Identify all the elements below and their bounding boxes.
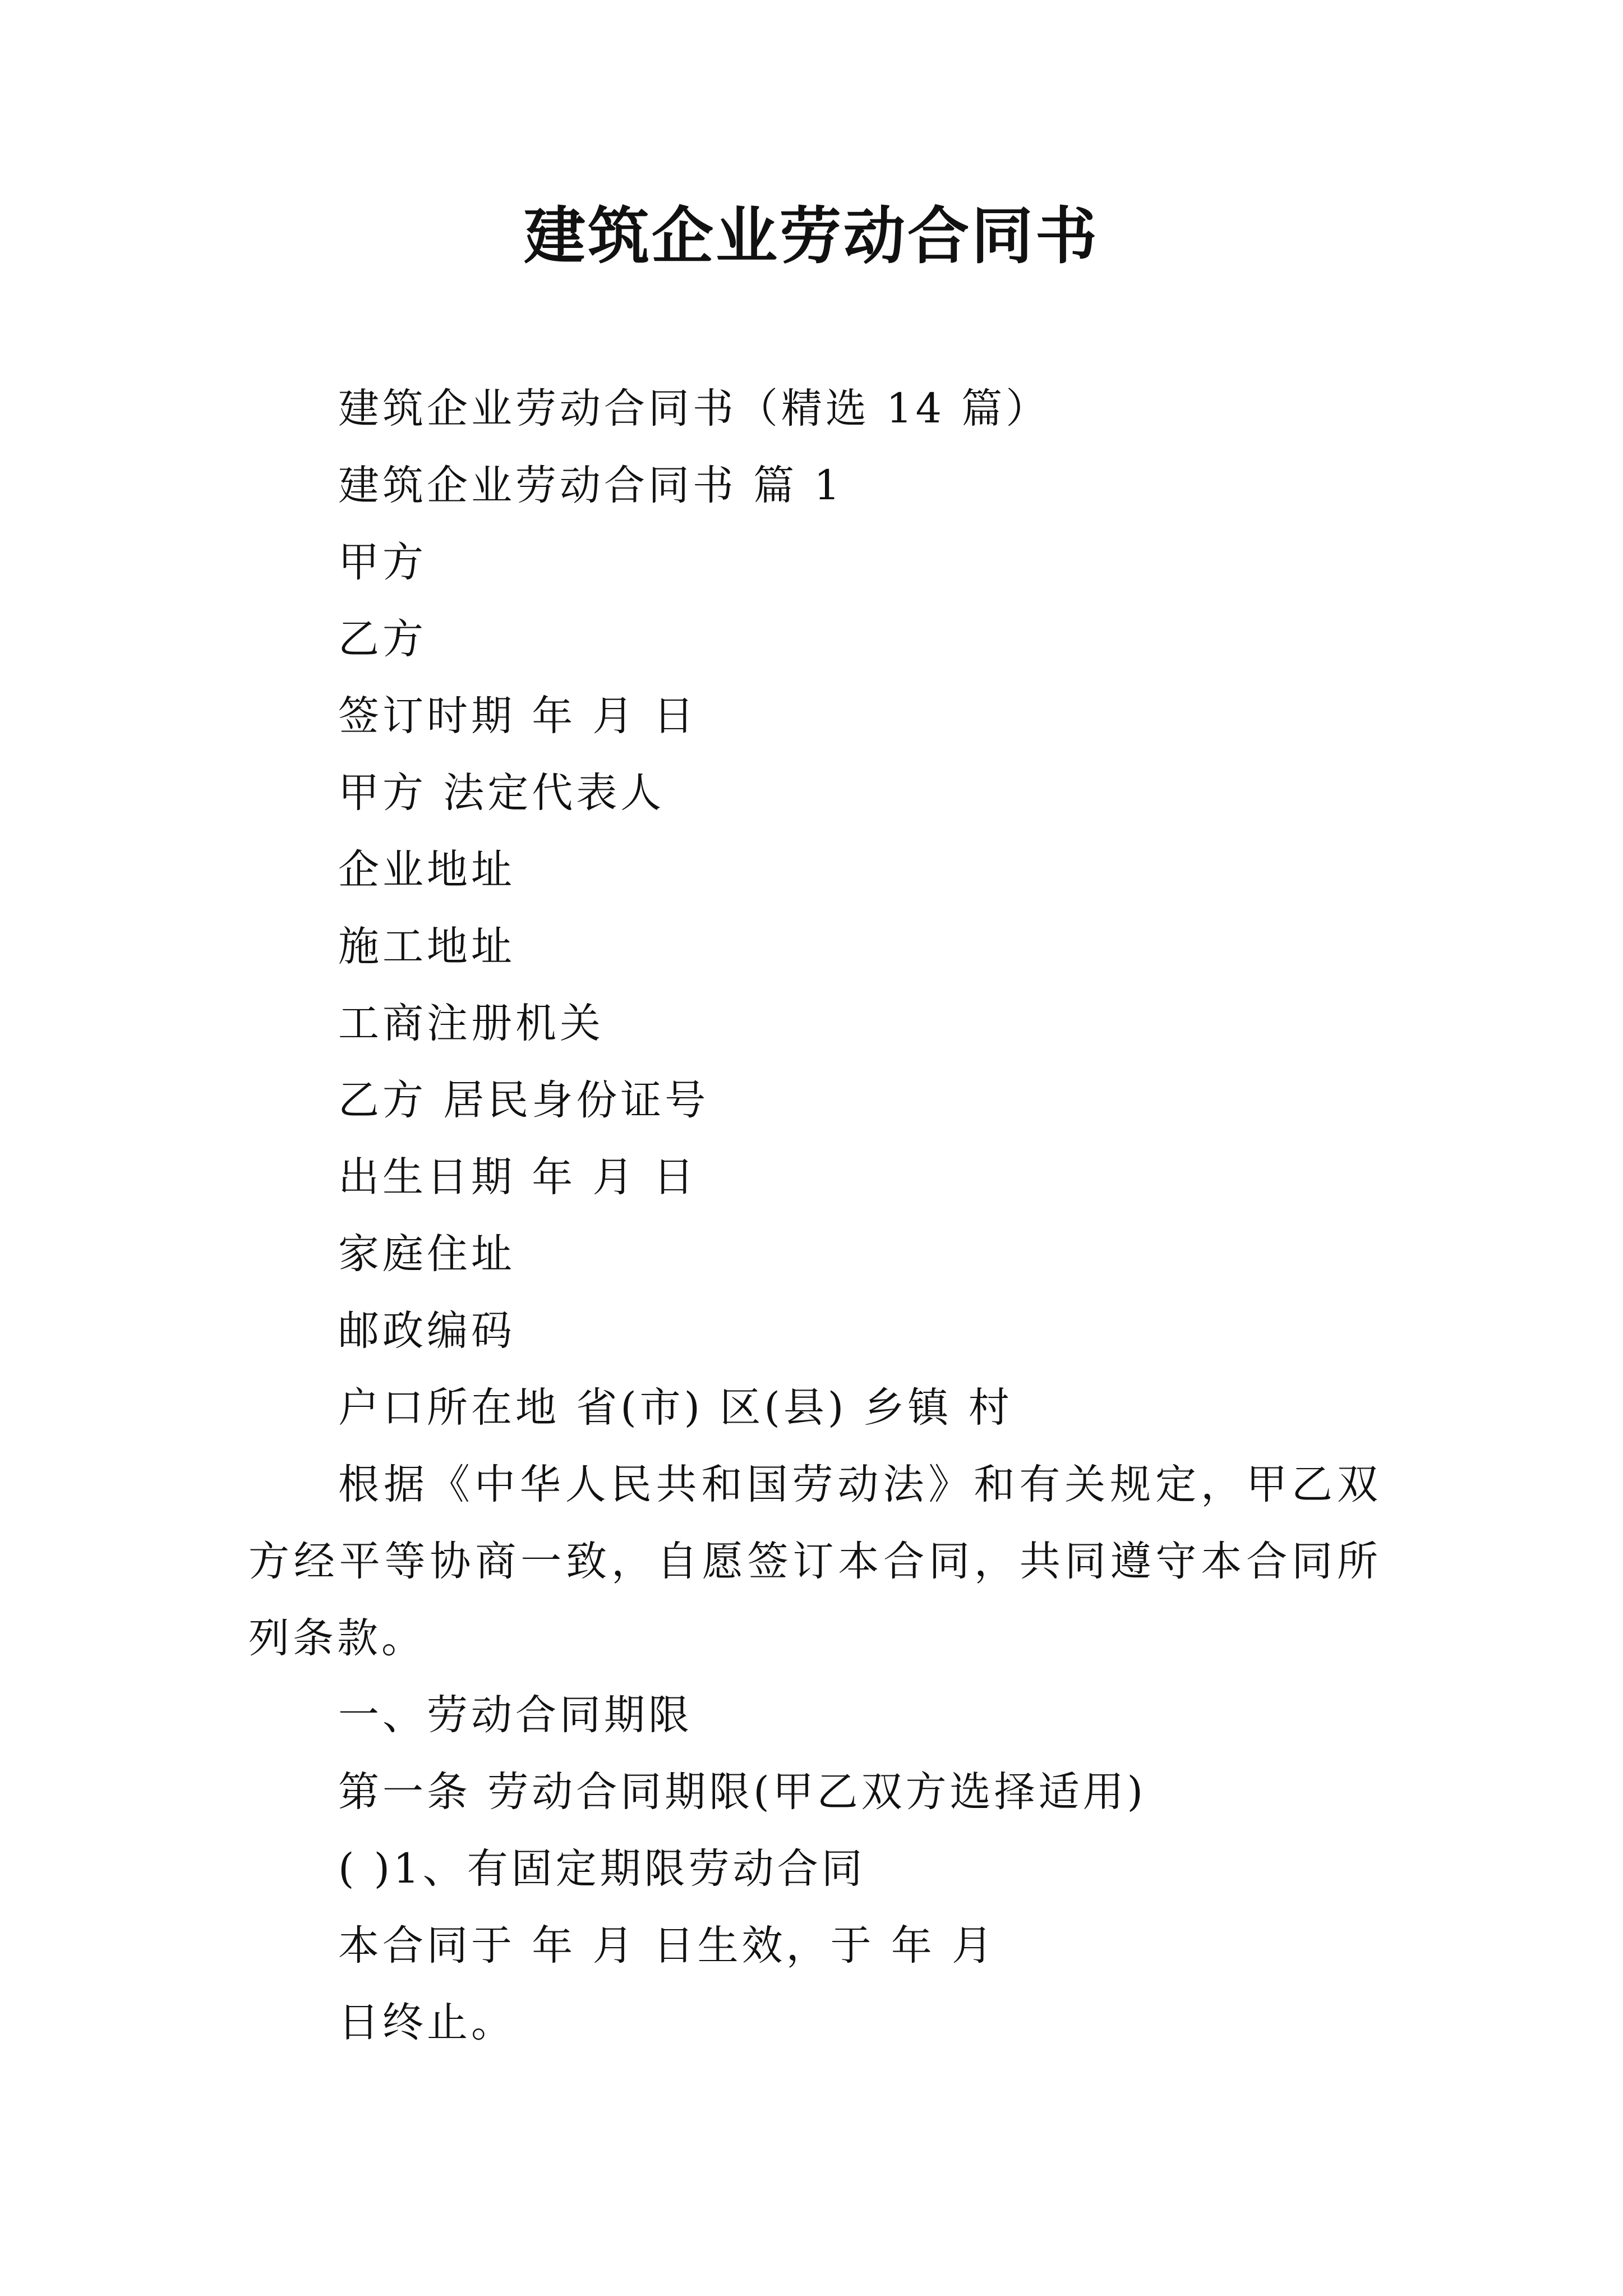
chapter-heading: 一、劳动合同期限 bbox=[338, 1691, 693, 1739]
household-registration-field: 户口所在地 省(市) 区(县) 乡镇 村 bbox=[338, 1384, 1013, 1432]
postal-code-field: 邮政编码 bbox=[338, 1307, 515, 1355]
party-b-field: 乙方 bbox=[338, 615, 427, 663]
legal-representative-field: 甲方 法定代表人 bbox=[338, 769, 665, 817]
term-line: 本合同于 年 月 日生效，于 年 月 bbox=[338, 1922, 997, 1970]
article-heading: 第一条 劳动合同期限(甲乙双方选择适用) bbox=[338, 1768, 1147, 1816]
document-title: 建筑企业劳动合同书 bbox=[524, 200, 1099, 272]
term-end-line: 日终止。 bbox=[338, 1999, 515, 2046]
registration-authority-field: 工商注册机关 bbox=[338, 1000, 604, 1047]
party-a-field: 甲方 bbox=[338, 539, 427, 586]
section-heading: 建筑企业劳动合同书 篇 1 bbox=[338, 462, 843, 509]
id-number-field: 乙方 居民身份证号 bbox=[338, 1076, 709, 1124]
signing-date-field: 签订时期 年 月 日 bbox=[338, 692, 698, 740]
intro-paragraph: 根据《中华人民共和国劳动法》和有关规定，甲乙双方经平等协商一致，自愿签订本合同，共同遵守本合同所列条款。 bbox=[248, 1461, 1381, 1662]
home-address-field: 家庭住址 bbox=[338, 1230, 515, 1278]
subtitle-line: 建筑企业劳动合同书（精选 14 篇） bbox=[338, 385, 1050, 432]
document-body bbox=[248, 370, 1381, 2061]
option-line: ( )1、有固定期限劳动合同 bbox=[338, 1845, 866, 1893]
company-address-field: 企业地址 bbox=[338, 846, 515, 894]
construction-address-field: 施工地址 bbox=[338, 923, 515, 970]
birth-date-field: 出生日期 年 月 日 bbox=[338, 1153, 698, 1201]
